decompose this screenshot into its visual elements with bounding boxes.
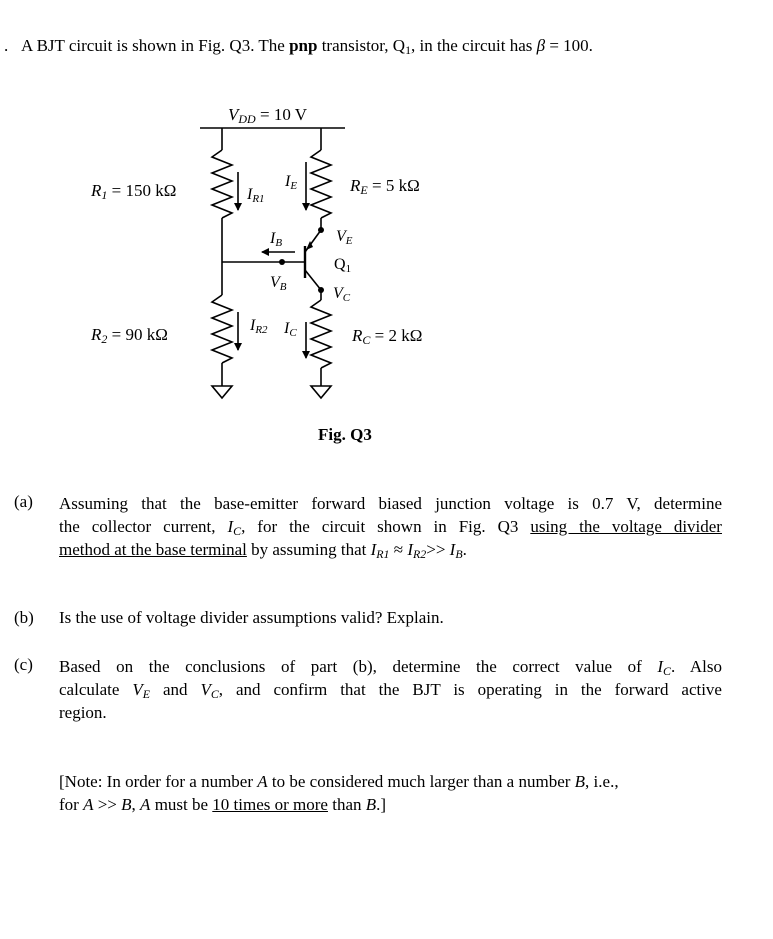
q1-label: Q1	[334, 256, 352, 275]
re-label: RE = 5 kΩ	[350, 176, 420, 197]
vb-label: VB	[270, 274, 287, 293]
figure-caption: Fig. Q3	[318, 425, 372, 444]
stem-text-3: , in the circuit has	[411, 36, 537, 55]
node-vc-dot	[318, 287, 324, 293]
re-resistor	[311, 150, 331, 218]
part-c-line-1: Based on the conclusions of part (b), determine the correct value of $I_C$. Also	[59, 657, 722, 678]
circuit-diagram	[0, 0, 773, 460]
node-ve-dot	[318, 227, 324, 233]
ir1-label: IR1	[247, 186, 265, 205]
part-c-line-2: calculate $V_E$ and $V_C$, and confirm that the BJT is operating in the forward active	[59, 680, 722, 701]
part-b-label: (b)	[14, 608, 34, 627]
part-b-text: Is the use of voltage divider assumptions valid? Explain.	[59, 608, 444, 627]
note-line-2: for A >> B, A must be 10 times or more than B.]	[59, 795, 387, 814]
r2-label: R2 = 90 kΩ	[91, 325, 168, 346]
r1-label: R1 = 150 kΩ	[91, 181, 177, 202]
part-a-label: (a)	[14, 492, 33, 511]
stem-text-1: A BJT circuit is shown in Fig. Q3. The	[21, 36, 290, 55]
rc-resistor	[311, 300, 331, 368]
ve-label: VE	[336, 228, 353, 247]
part-a-line-2: the collector current, $I_C$, for the circuit shown in Fig. Q3 using the voltage divider	[59, 517, 722, 538]
part-a-text	[59, 492, 722, 561]
ground-left	[212, 386, 232, 398]
ib-label: IB	[270, 230, 283, 249]
node-vb-dot	[279, 259, 285, 265]
question-number: .	[4, 36, 9, 55]
ir2-label: IR2	[250, 317, 268, 336]
stem-q-sub: 1	[405, 43, 412, 57]
beta-value: = 100.	[545, 36, 593, 55]
vc-label: VC	[333, 285, 351, 304]
ic-label: IC	[284, 320, 297, 339]
ie-label: IE	[285, 173, 298, 192]
part-a-line-1: Assuming that the base-emitter forward biased junction voltage is 0.7 V, determine	[59, 494, 722, 513]
part-c-line-3: region.	[59, 703, 107, 722]
stem-text-2: transistor, Q	[317, 36, 406, 55]
ground-right	[311, 386, 331, 398]
note-text	[59, 770, 722, 816]
stem-pnp: pnp	[289, 36, 318, 55]
note-line-1: [Note: In order for a number A to be considered much larger than a number B, i.e.,	[59, 772, 619, 791]
beta-symbol: β	[536, 36, 546, 55]
part-a-line-3: method at the base terminal by assuming that $I_{R1} \approx I_{R2}>> I_B$.	[59, 540, 467, 561]
rc-label: RC = 2 kΩ	[352, 326, 423, 347]
part-c-label: (c)	[14, 655, 33, 674]
vdd-label: VDD = 10 V	[228, 105, 308, 126]
r2-resistor	[212, 295, 232, 363]
part-c-text	[59, 655, 722, 724]
bjt-collector-lead	[305, 270, 321, 290]
r1-resistor	[212, 150, 232, 218]
